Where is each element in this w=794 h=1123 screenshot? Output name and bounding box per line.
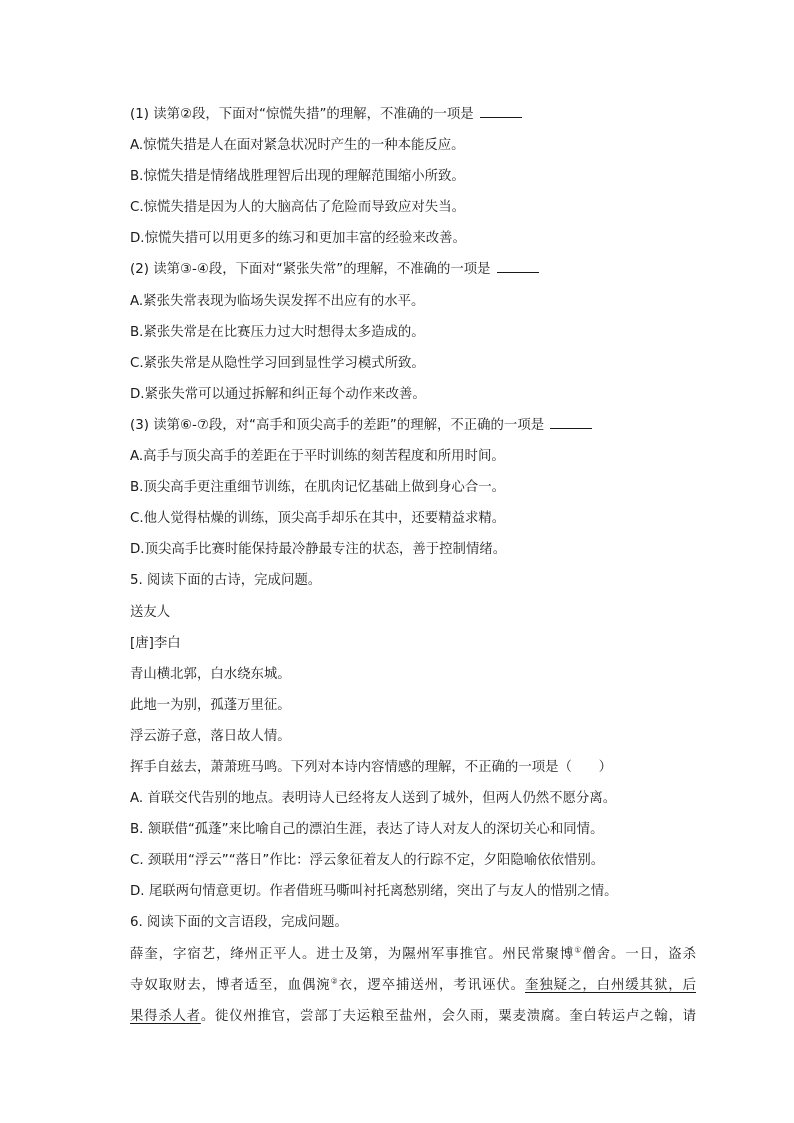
document-body [130,99,696,1032]
option-4-2-c: C.紧张失常是从隐性学习回到显性学习模式所致。 [130,355,425,371]
option-4-2-a: A.紧张失常表现为临场失误发挥不出应有的水平。 [130,293,425,309]
question-4-3-stem-text: (3) 读第⑥-⑦段，对“高手和顶尖高手的差距”的理解，不正确的一项是 [130,417,545,433]
option-4-1-d: D.惊慌失措可以用更多的练习和更加丰富的经验来改善。 [130,231,466,247]
option-5-a: A. 首联交代告别的地点。表明诗人已经将友人送到了城外，但两人仍然不愿分离。 [130,791,617,807]
option-4-2-d: D.紧张失常可以通过拆解和纠正每个动作来改善。 [130,386,426,402]
poem-line-2: 此地一为别，孤蓬万里征。 [130,697,291,713]
footnote-marker-2: ② [330,976,339,986]
poem-line-3: 浮云游子意，落日故人情。 [130,728,291,744]
poem-line-4-and-stem: 挥手自兹去，萧萧班马鸣。下列对本诗内容情感的理解，不正确的一项是（ ） [130,759,613,775]
question-5-heading: 5. 阅读下面的古诗，完成问题。 [130,573,322,589]
option-4-3-a: A.高手与顶尖高手的差距在于平时训练的刻苦程度和所用时间。 [130,449,505,465]
passage-line-3 [130,1001,696,1032]
question-4-3-stem [130,410,696,441]
answer-blank-4-3 [550,416,592,429]
question-6-heading: 6. 阅读下面的文言语段，完成问题。 [130,915,348,931]
passage-line-2-text-b: 衣，逻卒捕送州，考讯诬伏。 [338,977,526,993]
option-5-d: D. 尾联两句情意更切。作者借班马嘶叫衬托离愁别绪，突出了与友人的惜别之情。 [130,884,618,900]
question-4-1-stem [130,99,696,130]
option-4-3-c: C.他人觉得枯燥的训练，顶尖高手却乐在其中，还要精益求精。 [130,511,506,527]
passage-line-2 [130,970,696,1001]
option-5-b: B. 颔联借“孤蓬”来比喻自己的漂泊生涯，表达了诗人对友人的深切关心和同情。 [130,822,604,838]
footnote-marker-1: ① [574,945,583,955]
question-4-2-stem [130,254,696,285]
passage-line-1 [130,939,696,970]
passage-line-1-text: 薛奎，字宿艺，绛州正平人。进士及第，为隰州军事推官。州民常聚博 [130,946,575,962]
option-5-c: C. 颈联用“浮云”“落日”作比：浮云象征着友人的行踪不定，夕阳隐喻依依惜别。 [130,853,605,869]
passage-line-3-rest: 。徙仪州推官，尝部丁夫运粮至盐州，会久雨，粟麦溃腐。奎白转运卢之翰，请 [200,1008,696,1024]
answer-blank-4-1 [480,105,522,118]
underlined-sentence-part-2: 果得杀人者 [130,1008,201,1024]
option-4-3-d: D.顶尖高手比赛时能保持最冷静最专注的状态，善于控制情绪。 [130,542,507,558]
poem-author: [唐]李白 [130,635,181,651]
passage-line-2-text-a: 寺奴取财去，博者适至，血偶涴 [130,977,331,993]
answer-blank-4-2 [497,260,539,273]
option-4-1-a: A.惊慌失措是人在面对紧急状况时产生的一种本能反应。 [130,138,465,154]
option-4-1-c: C.惊慌失措是因为人的大脑高估了危险而导致应对失当。 [130,200,465,216]
passage-line-1-tail: 僧舍。一日，盗杀 [582,946,696,962]
question-4-1-stem-text: (1) 读第②段，下面对“惊慌失措”的理解，不准确的一项是 [130,107,474,122]
poem-title: 送友人 [130,604,171,620]
option-4-3-b: B.顶尖高手更注重细节训练，在肌肉记忆基础上做到身心合一。 [130,480,505,496]
option-4-2-b: B.紧张失常是在比赛压力过大时想得太多造成的。 [130,324,425,340]
poem-line-1: 青山横北郭，白水绕东城。 [130,666,291,682]
underlined-sentence-part-1: 奎独疑之，白州缓其狱，后 [525,977,696,993]
question-4-2-stem-text: (2) 读第③-④段，下面对“紧张失常”的理解，不准确的一项是 [130,262,491,278]
option-4-1-b: B.惊慌失措是情绪战胜理智后出现的理解范围缩小所致。 [130,169,465,185]
